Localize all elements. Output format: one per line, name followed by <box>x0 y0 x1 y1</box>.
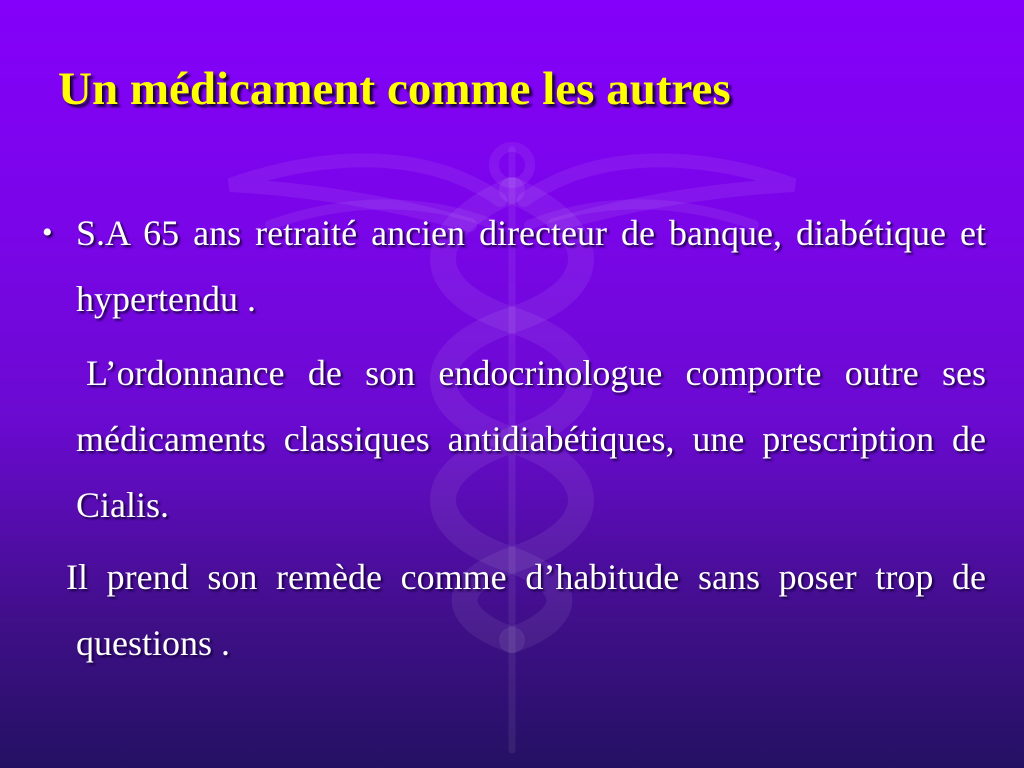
paragraph-text: L’ordonnance de son endocrinologue comporte outre ses médicaments classiques antidiabétiques, une prescription de Cialis. <box>76 353 986 525</box>
paragraph-text: S.A 65 ans retraité ancien directeur de banque, diabétique et hypertendu . <box>76 213 986 319</box>
paragraph-patient <box>42 200 986 332</box>
paragraph-habit <box>66 544 986 676</box>
slide-title: Un médicament comme les autres <box>58 63 731 115</box>
slide-body <box>42 200 986 676</box>
paragraph-prescription <box>76 340 986 538</box>
bullet-icon: • <box>42 216 53 249</box>
paragraph-text: Il prend son remède comme d’habitude sans poser trop de questions . <box>66 557 986 663</box>
